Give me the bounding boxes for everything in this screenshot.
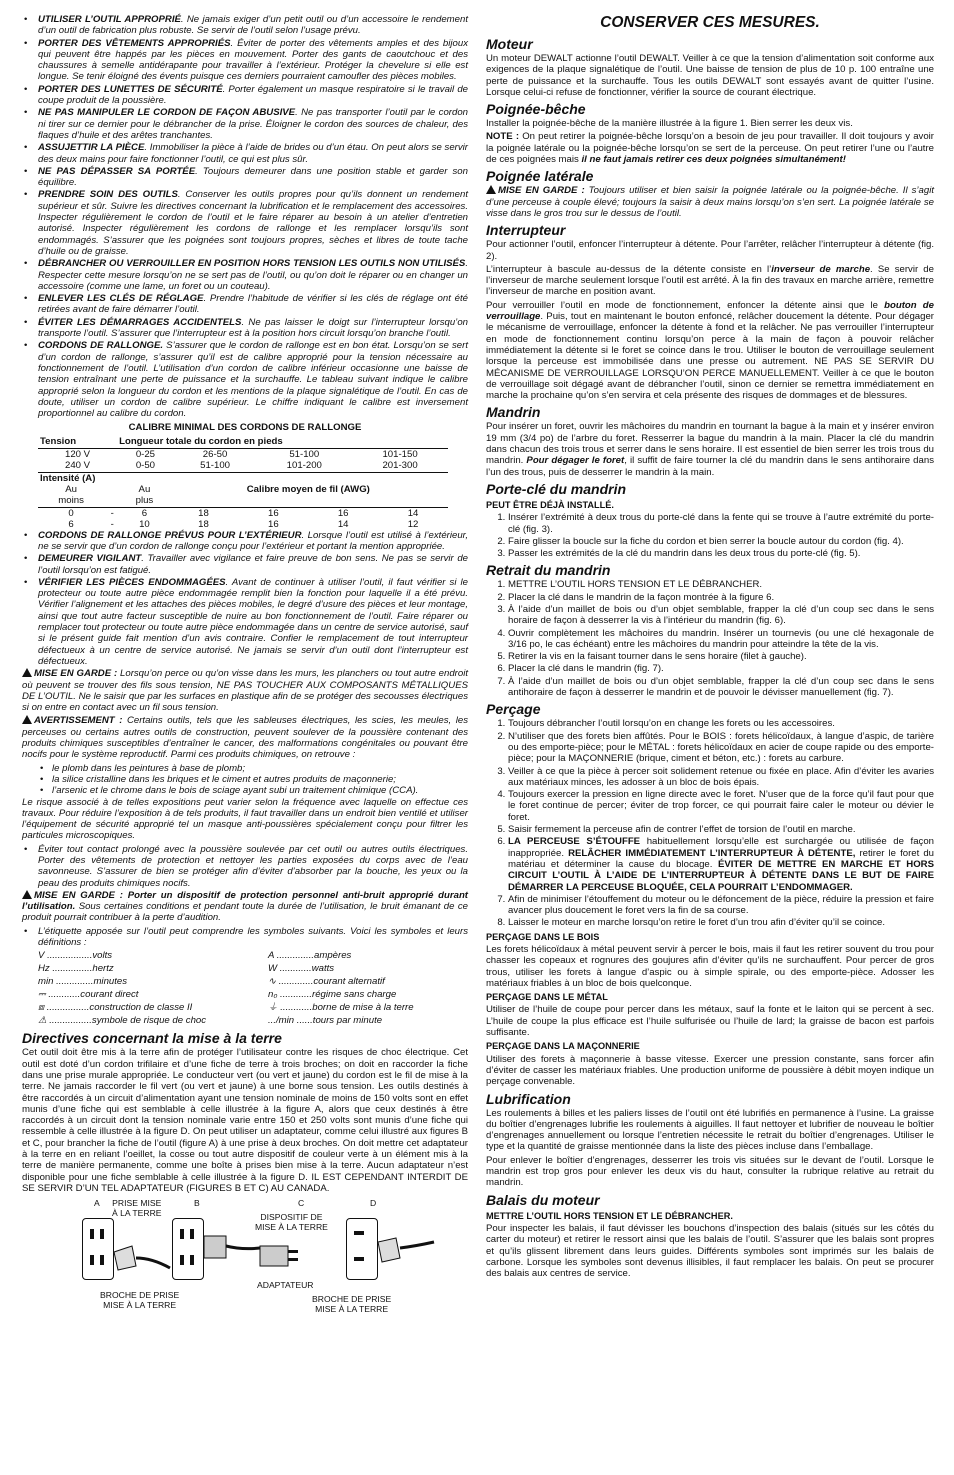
- section-title: Poignée latérale: [486, 168, 594, 185]
- safety-bullets-2: [22, 530, 468, 668]
- table-header: Intensité (A): [40, 472, 96, 484]
- list-item: 3. À l’aide d’un maillet de bois ou d’un objet semblable, frapper la clé d’un coup sec dans le sens horaire de façon à desserrer la vis à l’intérieur du mandrin (fig. 6).: [508, 604, 934, 627]
- label-bullet: [22, 926, 468, 949]
- list-item: • UTILISER L’OUTIL APPROPRIÉ. Ne jamais exiger d’un petit outil ou d’un accessoire le rendement d’un outil de fabrication plus robuste. Se servir de l’outil selon l’usage prévu.: [22, 14, 468, 37]
- list-item: • ASSUJETTIR LA PIÈCE. Immobiliser la pièce à l’aide de brides ou d’un étau. On peut alors se servir des deux mains pour faire fonctionner l’outil, ce qui est plus sûr.: [22, 142, 468, 165]
- outlet-d-icon: [346, 1218, 378, 1280]
- figure-label-b: B: [194, 1198, 200, 1209]
- right-column: CONSERVER CES MESURES. Moteur Un moteur DEWALT actionne l’outil DEWALT. Veiller à ce que la tension d’alimentation soit conforme aux exigences de la plaque signalétique de l’outil. Une baisse de tension de plus de 10 p. 100 entraîne une perte de puissance et la surchauffe. Tous les outils DEWALT sont essayés avant de quitter l’usine. Lorsque celui-ci refuse de fonctionner, vérifier la source de courant électrique. Poignée-bêche Installer la poignée-bêche de la manière illustrée à la figure 1. Bien serrer les deux vis. NOTE : On peut retirer la poignée-bêche lorsqu’on a besoin de jeu pour travailler. Il doit toujours y avoir la poignée latérale ou la poignée-bêche lorsqu’on se sert de la perceuse. On peut retirer l’une ou l’autre de ces poignées mais il ne faut jamais retirer ces deux poignées simultanément! Poignée latérale MISE EN GARDE : Toujours utiliser et bien saisir la poignée latérale ou la poignée-bêche. Il s’agit d’une perceuse à couple élevé; toujours la saisir à deux mains lorsqu’on s’en sert. La poignée latérale se visse dans le gros trou sur le dessus de l’outil. Interrupteur Pour actionner l’outil, enfoncer l’interrupteur à détente. Pour l’arrêter, relâcher l’interrupteur à détente (fig. 2). L’interrupteur à bascule au-dessus de la détente consiste en l’inverseur de marche. Se servir de l’inverseur de marche seulement lorsque l’outil est arrêté. À la fin des travaux en marche arrière, remettre l’inverseur de marche en position avant. Pour verrouiller l’outil en mode de fonctionnement, enfoncer la détente ainsi que le bouton de verrouillage. Puis, tout en maintenant le bouton enfoncé, relâcher doucement la détente. Pour dégager le mécanisme de verrouillage, enfoncer la détente à fond et la relâcher. Ne pas verrouiller l’interrupteur en mode de fonctionnement continu lorsqu’on perce à la main de façon à pouvoir relâcher immédiatement la détente si le foret se coince dans le trou. Utiliser le bouton de verrouillage seulement lorsque la perceuse est immobilisée dans une presse ou autrement. NE PAS SE SERVIR DU MÉCANISME DE VERROUILLAGE LORSQU’ON PERCE MANUELLEMENT. Veiller à ce que le bouton de verrouillage soit dégagé avant de débrancher l’outil, sinon ce dernier se remettra immédiatement en marche la prochaine qu’on s’en servira et cela présente des risques de dommages et de blessures. Mandrin Pour insérer un foret, ouvrir les mâchoires du mandrin en tournant la bague à la main et y insérer environ 19 mm (3/4 po) de l’arbre du foret. Resserrer la bague du mandrin à la main. Placer la clé du mandrin dans chacun des trois trous et serrer dans le sens horaire. Il est essentiel de bien serrer les trois trous du mandrin. Pour dégager le foret, il suffit de faire tourner la clé du mandrin dans le sens antihoraire dans l’un des trous, puis de desserrer le mandrin à la main. Porte-clé du mandrin PEUT ÊTRE DÉJÀ INSTALLÉ. 1. Insérer l’extrémité à deux trous du porte-clé dans la fente qui se trouve à l’autre extrémité du porte-clé (fig. 3). 2. Faire glisser la boucle sur la fiche du cordon et bien serrer la boucle autour du cordon (fig. 4). 3. Passer les extrémités de la clé du mandrin dans les deux trous du porte-clé (fig. 5). Retrait du mandrin 1. METTRE L’OUTIL HORS TENSION ET LE DÉBRANCHER. 2. Placer la clé dans le mandrin de la façon montrée à la figure 6. 3. À l’aide d’un maillet de bois ou d’un objet semblable, frapper la clé d’un coup sec dans le sens horaire de façon à desserrer la vis à l’intérieur du mandrin (fig. 6). 4. Ouvrir complètement les mâchoires du mandrin. Insérer un tournevis (ou une clé hexagonale de 3/16 po, le cas échéant) entre les mâchoires du mandrin pour atteindre la tête de la vis. 5. Retirer la vis en la faisant tourner dans le sens horaire (filet à gauche). 6. Placer la clé dans le mandrin (fig. 7). 7. À l’aide d’un maillet de bois ou d’un objet semblable, frapper la clé d’un coup sec dans le sens antihoraire de façon à desserrer le mandrin et de pouvoir le dévisser manuellement (fig. 7). Perçage 1. Toujours débrancher l’outil lorsqu’on en change les forets ou les accessoires. 2. N’utiliser que des forets bien affûtés. Pour le BOIS : forets hélicoïdaux, à langue d’aspic, de tarière ou des emporte-pièce; pour le MÉTAL : forets hélicoïdaux en acier de coupe rapide ou des emporte-pièce; pour la MAÇONNERIE (brique, ciment et béton, etc.) : forets au carbure. 3. Veiller à ce que la pièce à percer soit solidement retenue ou fixée en place. Afin d’éviter les avaries aux matériaux minces, les adosser à un bloc de bois épais. 4. Toujours exercer la pression en ligne directe avec le foret. N’user que de la force qu’il faut pour que le foret continue de percer; éviter de trop forcer, ce qui pourrait faire caler le moteur ou dévier le foret. 5. Saisir fermement la perceuse afin de contrer l’effet de torsion de l’outil en marche. 6. LA PERCEUSE S’ÉTOUFFE habituellement lorsqu’elle est surchargée ou utilisée de façon inappropriée. RELÂCHER IMMÉDIATEMENT L’INTERRUPTEUR À DÉTENTE, retirer le foret du matériau et déterminer la cause du blocage. ÉVITER DE METTRE EN MARCHE ET HORS CIRCUIT L’OUTIL À L’AIDE DE L’INTERRUPTEUR À DÉTENTE DANS LE BUT DE FAIRE DÉMARRER LA PERCEUSE BLOQUÉE, CELA POURRAIT L’ENDOMMAGER. 7. Afin de minimiser l’étouffement du moteur ou le défoncement de la pièce, réduire la pression et faire avancer plus doucement le foret vers la fin de sa course. 8. Laisser le moteur en marche lorsqu’on retire le foret d’un trou afin d’éviter qu’il se coince. PERÇAGE DANS LE BOIS Les forets hélicoïdaux à métal peuvent servir à percer le bois, mais il faut les retirer souvent du trou pour chasser les copeaux et rognures des goujures afin d’éviter qu’ils ne surchauffent. Pour percer de gros trous, utiliser les forets à langue d’aspic ou à simple spirale, ou des emporte-pièce. Adosser les matériaux friables à un bloc de bois quelconque. PERÇAGE DANS LE MÉTAL Utiliser de l’huile de coupe pour percer dans les métaux, sauf la fonte et le laiton qui se percent à sec. L’huile de coupe la plus efficace est l’huile sulfurisée ou l’huile de lard; la graisse de bacon est parfois suffisante. PERÇAGE DANS LA MAÇONNERIE Utiliser des forets à maçonnerie à basse vitesse. Exercer une pression constante, sans forcer afin d’éviter de casser les matériaux friables. Une production uniforme de poussière à débit moyen indique un perçage convenable. Lubrification Les roulements à billes et les paliers lisses de l’outil ont été lubrifiés en permanence à l’usine. La graisse du boîtier d’engrenages lubrifie les roulements à aiguilles. Il faut nettoyer et lubrifier de nouveau le boîtier d’engrenages annuellement ou lorsque l’entretien nécessite le retrait du boîtier d’engrenages. Utiliser le type et la quantité de graisse mentionnée dans la liste des pièces incluse dans l’emballage. Pour enlever le boîtier d’engrenages, desserrer les trois vis situées sur le devant de l’outil. Lorsque le mandrin est trop gros pour enlever les deux vis du haut, consulter la rubrique relative au retrait du mandrin. Balais du moteur METTRE L’OUTIL HORS TENSION ET LE DÉBRANCHER. Pour inspecter les balais, il faut dévisser les bouchons d’inspection des balais (situés sur les côtés du carter du moteur) et retirer le ressort ainsi que les balais de l’outil. S’assurer que les balais sont propres et qu’ils glissent librement dans leurs guides. Différents symboles sont imprimés sur les balais de carbone. Lorsque les symboles sont devenus illisibles, il faut remplacer les balais. On peut se procurer des balais aux centres de service.: [486, 14, 934, 1281]
- list-item: • ENLEVER LES CLÉS DE RÉGLAGE. Prendre l’habitude de vérifier si les clés de réglage ont été retirées avant de faire démarrer l’outil.: [22, 293, 468, 316]
- figure-label-prise: PRISE MISE À LA TERRE: [112, 1198, 162, 1219]
- plug-a-icon: [112, 1238, 172, 1278]
- outlet-a-icon: [82, 1218, 114, 1280]
- note-paragraph: NOTE : On peut retirer la poignée-bêche lorsqu’on a besoin de jeu pour travailler. Il doit toujours y avoir la poignée latérale ou la poignée-bêche lorsqu’on se sert de la perceuse. On peut retirer l’une ou l’autre de ces poignées mais il ne faut jamais retirer ces deux poignées simultanément!: [486, 131, 935, 166]
- section-title: Porte-clé du mandrin: [486, 480, 627, 497]
- left-column: [22, 14, 468, 1318]
- list-item: 3. Passer les extrémités de la clé du mandrin dans les deux trous du porte-clé (fig. 5).: [508, 548, 934, 559]
- plug-d-icon: [376, 1232, 436, 1272]
- dust-bullet: [22, 844, 468, 889]
- table-row: 240 V 0-50 51-100 101-200 201-300: [65, 459, 418, 471]
- warning-triangle-icon: [22, 715, 32, 724]
- list-item: 4. Toujours exercer la pression en ligne directe avec le foret. N’user que de la force qu’il faut pour que le foret continue de percer; éviter de trop forcer, ce qui pourrait faire caler le moteur ou dévier le foret.: [508, 789, 934, 823]
- list-item: • PORTER DES VÊTEMENTS APPROPRIÉS. Éviter de porter des vêtements amples et des bijoux qui peuvent être happés par les pièces en mouvement. Porter des gants de caoutchouc et des chaussures à semelle antidérapante pour travailler à l’extérieur. Protéger la chevelure si elle est longue. Se tenir éloigné des évents puisque ces derniers pourraient camoufler des pièces mobiles.: [22, 38, 468, 83]
- list-item: 7. Afin de minimiser l’étouffement du moteur ou le défoncement de la pièce, réduire la pression et faire avancer plus doucement le foret vers la fin de sa course.: [508, 894, 934, 917]
- list-item: • PRENDRE SOIN DES OUTILS. Conserver les outils propres pour qu’ils donnent un rendement supérieur et sûr. Suivre les directives concernant la lubrification et le remplacement des accessoires. Inspecter régulièrement le cordon de l’outil et le faire réparer au besoin à un atelier d’entretien autorisé. Inspecter régulièrement les cordons de rallonge et les remplacer lorsqu’ils sont endommagés. S’assurer que les poignées sont toujours propres, sèches et libres de toute tache d’huile ou de graisse.: [22, 189, 468, 257]
- symbols-legend: V .................volts A ..............ampères Hz ...............hertz W ............watts min ..............minutes ∿ .............courant alternatif ⎓ ............courant direct n₀ ............régime sans charge ⧈ ................construction de classe II ⏚ ............borne de mise à la terre ⚠ ................symbole de risque de choc .../min ......tours par minute: [38, 950, 414, 1027]
- table-row: 0 - 6 18 16 16 14: [68, 507, 419, 519]
- grounding-figure: [22, 1198, 468, 1318]
- figure-label-c: C: [298, 1198, 305, 1209]
- steps-list: [486, 512, 934, 559]
- warning-triangle-icon: [22, 668, 32, 677]
- table-row: 120 V 0-25 26-50 51-100 101-150: [65, 448, 418, 460]
- table-header: Tension: [40, 435, 77, 447]
- safety-bullets: [22, 14, 468, 419]
- caution-paragraph: MISE EN GARDE : Lorsqu’on perce ou qu’on visse dans les murs, les planchers ou tout autre endroit où peuvent se trouver des fils sous tension, NE PAS TOUCHER AUX COMPOSANTS MÉTALLIQUES DE L’OUTIL. Ne le saisir que par les surfaces en plastique afin de se protéger des secousses électriques si on entre en contact avec un fil sous tension.: [22, 668, 468, 714]
- list-item: 8. Laisser le moteur en marche lorsqu’on retire le foret d’un trou afin d’éviter qu’il se coince.: [508, 917, 934, 928]
- figure-label-adaptateur: ADAPTATEUR: [257, 1280, 314, 1291]
- list-item: • PORTER DES LUNETTES DE SÉCURITÉ. Porter également un masque respiratoire si le travail de coupe produit de la poussière.: [22, 84, 468, 107]
- section-title: Interrupteur: [486, 222, 566, 239]
- outlet-b-icon: [172, 1218, 204, 1280]
- list-item: 5. Retirer la vis en la faisant tourner dans le sens horaire (filet à gauche).: [508, 651, 934, 662]
- list-item: 2. Faire glisser la boucle sur la fiche du cordon et bien serrer la boucle autour du cordon (fig. 4).: [508, 536, 934, 547]
- section-title: Mandrin: [486, 404, 541, 421]
- warning-triangle-icon: [22, 890, 32, 899]
- figure-label-broche: BROCHE DE PRISE MISE À LA TERRE: [100, 1290, 180, 1311]
- list-item: • DÉBRANCHER OU VERROUILLER EN POSITION HORS TENSION LES OUTILS NON UTILISÉS. Respecter cette mesure lorsqu’on ne se sert pas de l’outil, ou qu’on doit le réparer ou en changer un accessoire (comme une lame, un foret ou un couteau).: [22, 258, 468, 292]
- table-title: CALIBRE MINIMAL DES CORDONS DE RALLONGE: [128, 422, 362, 434]
- list-item: • DEMEURER VIGILANT. Travailler avec vigilance et faire preuve de bon sens. Ne pas se servir de l’outil lorsqu’on est fatigué.: [22, 553, 468, 576]
- list-item: 2. Placer la clé dans le mandrin de la façon montrée à la figure 6.: [508, 592, 934, 603]
- list-item: 2. N’utiliser que des forets bien affûtés. Pour le BOIS : forets hélicoïdaux, à langue d’aspic, de tarière ou des emporte-pièce; pour le MÉTAL : forets hélicoïdaux en acier de coupe rapide ou des emporte-pièce; pour la MAÇONNERIE (brique, ciment et béton, etc.) : forets au carbure.: [508, 731, 934, 765]
- list-item: 1. Insérer l’extrémité à deux trous du porte-clé dans la fente qui se trouve à l’autre extrémité du porte-clé (fig. 3).: [508, 512, 934, 535]
- section-title: Lubrification: [486, 1090, 571, 1107]
- table-header: Longueur totale du cordon en pieds: [119, 435, 283, 447]
- section-title: Moteur: [486, 36, 533, 52]
- figure-label-d: D: [370, 1198, 377, 1209]
- list-item: • CORDONS DE RALLONGE. S’assurer que le cordon de rallonge est en bon état. Lorsqu’on se sert d’un cordon de rallonge, s’assurer qu’il est de calibre approprié pour la tension nécessaire au fonctionnement de l’outil. L’utilisation d’un cordon de calibre inférieur occasionne une baisse de tension entraînant une perte de puissance et la surchauffe. Le tableau suivant indique le calibre approprié selon la longueur du cordon et les mentions de la plaque signalétique de l’outil. En cas de doute, utiliser un cordon de calibre supérieur. Le chiffre indiquant le calibre est inversement proportionnel au calibre du cordon.: [22, 340, 468, 419]
- chemicals-list: [22, 763, 468, 797]
- table-row: 6 - 10 18 16 14 12: [68, 518, 419, 530]
- figure-label-dispositif: DISPOSITIF DE MISE À LA TERRE: [255, 1212, 328, 1233]
- caution-noise-paragraph: MISE EN GARDE : Porter un dispositif de protection personnel anti-bruit approprié durant l’utilisation. Sous certaines conditions et pendant toute la durée de l’utilisation, le bruit émanant de ce produit pourrait contribuer à la perte d’audition.: [22, 889, 469, 924]
- list-item: • NE PAS DÉPASSER SA PORTÉE. Toujours demeurer dans une position stable et garder son équilibre.: [22, 166, 468, 189]
- warning-paragraph: AVERTISSEMENT : Certains outils, tels que les sableuses électriques, les scies, les meules, les perceuses ou certains autres outils de construction, peuvent soulever de la poussière contenant des produits chimiques susceptibles d’entraîner le cancer, des malformations congénitales ou pouvant être nocifs pour le système reproductif. Parmi ces produits chimiques, on retrouve :: [22, 715, 469, 761]
- list-item: • VÉRIFIER LES PIÈCES ENDOMMAGÉES. Avant de continuer à utiliser l’outil, il faut vérifier si le protecteur ou toute autre pièce endommagée remplit bien la fonction pour laquelle il a été prévu. Vérifier l’alignement et les attaches des pièces mobiles, le degré d’usure des pièces et leur montage, ainsi que tout autre facteur susceptible de nuire au bon fonctionnement de l’outil. Faire réparer ou remplacer tout protecteur ou toute autre pièce endommagée dans un centre de service autorisé, sauf si le présent guide fait mention d’un avis contraire. Confier le remplacement de tout interrupteur défectueux à un centre de service autorisé. Ne jamais se servir d’un outil dont l’interrupteur est défectueux.: [22, 577, 468, 667]
- list-item: • ÉVITER LES DÉMARRAGES ACCIDENTELS. Ne pas laisser le doigt sur l’interrupteur lorsqu’on transporte l’outil. S’assurer que l’interrupteur est à la position hors circuit lorsqu’on branche l’outil.: [22, 317, 468, 340]
- adapter-c-icon: [258, 1238, 318, 1278]
- list-item: 6. Placer la clé dans le mandrin (fig. 7).: [508, 663, 934, 674]
- section-title: Directives concernant la mise à la terre: [22, 1030, 282, 1047]
- steps-list: [486, 718, 934, 928]
- extension-cord-table: [38, 436, 448, 473]
- figure-label-a: A: [94, 1198, 100, 1209]
- list-item: • NE PAS MANIPULER LE CORDON DE FAÇON ABUSIVE. Ne pas transporter l’outil par le cordon ni tirer sur ce dernier pour le débrancher de la prise. Éloigner le cordon des sources de chaleur, des flaques d’huile et des arêtes tranchantes.: [22, 107, 468, 141]
- section-title: Perçage: [486, 701, 541, 718]
- list-item: • la silice cristalline dans les briques et le ciment et autres produits de maçonnerie;: [52, 774, 468, 785]
- list-item: • le plomb dans les peintures à base de plomb;: [52, 763, 468, 774]
- page-title: CONSERVER CES MESURES.: [600, 14, 820, 31]
- list-item: • L’étiquette apposée sur l’outil peut comprendre les symboles suivants. Voici les symboles et leurs définitions :: [22, 926, 468, 949]
- list-item: 1. METTRE L’OUTIL HORS TENSION ET LE DÉBRANCHER.: [508, 579, 934, 590]
- list-item: • CORDONS DE RALLONGE PRÉVUS POUR L’EXTÉRIEUR. Lorsque l’outil est utilisé à l’extérieur, ne se servir que d’un cordon de rallonge conçu pour l’extérieur et portant la mention appropriée.: [22, 530, 468, 553]
- section-title: Balais du moteur: [486, 1191, 600, 1208]
- list-item: • Éviter tout contact prolongé avec la poussière soulevée par cet outil ou autres outils électriques. Porter des vêtements de protection et nettoyer les parties exposées du corps avec de l’eau savonneuse. S’assurer de bien se protéger afin d’éviter d’absorber par la bouche, les yeux ou la peau des produits chimiques nocifs.: [22, 844, 468, 889]
- figure-label-broche: BROCHE DE PRISE MISE À LA TERRE: [312, 1294, 392, 1315]
- amperage-table: Intensité (A) Au Au Calibre moyen de fil (AWG) moins plus 0 - 6 18 16 16 14 6 - 10 18 16 14 12: [38, 473, 448, 530]
- steps-list: [486, 579, 934, 698]
- grounding-paragraph: Cet outil doit être mis à la terre afin de protéger l’utilisateur contre les risques de choc électrique. Cet outil est doté d’un cordon trifilaire et d’une fiche de terre à trois broches; on doit en raccorder la fiche dans une prise murale appropriée. Le conducteur vert (ou vert et jaune) du cordon est le fil de mise à la terre. Ne jamais raccorder le fil vert (ou vert et jaune) à une borne sous tension. Les outils destinés à être raccordés à un circuit d’alimentation ayant une tension nominale de moins de 150 volts sont en effet munis d’une fiche qui est semblable à celle illustrée à la figure A, alors que ceux destinés à être raccordés à un circuit dont la tension nominale varie entre 150 et 250 volts sont munis d’une fiche qui ressemble à celle illustrée à la figure D. On peut utiliser un adaptateur, comme celui illustré aux figures B et C, pour brancher la fiche de l’outil (figure A) à une prise à deux broches. On doit mettre cet adaptateur à la terre en en reliant l’oeillet, la cosse ou tout autre dispositif de couleur verte à un élément mis à la terre de manière permanente, comme une boîte à prises bien mise à la terre. Aucun adaptateur n’est disponible pour une fiche semblable à celle illustrée à la figure D. IL EST CEPENDANT INTERDIT DE SE SERVIR D’UN TEL ADAPTATEUR (FIGURES B ET C) AU CANADA.: [22, 1047, 468, 1194]
- table-header: Calibre moyen de fil (AWG): [246, 483, 370, 495]
- section-title: Retrait du mandrin: [486, 562, 611, 579]
- list-item: 5. Saisir fermement la perceuse afin de contrer l’effet de torsion de l’outil en marche.: [508, 824, 934, 835]
- warning-triangle-icon: [486, 185, 496, 194]
- list-item: 6. LA PERCEUSE S’ÉTOUFFE habituellement lorsqu’elle est surchargée ou utilisée de façon inappropriée. RELÂCHER IMMÉDIATEMENT L’INTERRUPTEUR À DÉTENTE, retirer le foret du matériau et déterminer la cause du blocage. ÉVITER DE METTRE EN MARCHE ET HORS CIRCUIT L’OUTIL À L’AIDE DE L’INTERRUPTEUR À DÉTENTE DANS LE BUT DE FAIRE DÉMARRER LA PERCEUSE BLOQUÉE, CELA POURRAIT L’ENDOMMAGER.: [508, 836, 934, 892]
- list-item: 7. À l’aide d’un maillet de bois ou d’un objet semblable, frapper la clé d’un coup sec dans le sens antihoraire de façon à desserrer le mandrin et de pouvoir le dévisser manuellement (fig. 7).: [508, 676, 934, 699]
- list-item: 3. Veiller à ce que la pièce à percer soit solidement retenue ou fixée en place. Afin d’éviter les avaries aux matériaux minces, les adosser à un bloc de bois épais.: [508, 766, 934, 789]
- list-item: 1. Toujours débrancher l’outil lorsqu’on en change les forets ou les accessoires.: [508, 718, 934, 729]
- adapter-b-icon: [202, 1228, 262, 1268]
- section-title: Poignée-bêche: [486, 101, 586, 118]
- risk-paragraph: Le risque associé à de telles expositions peut varier selon la fréquence avec laquelle on effectue ces travaux. Pour réduire l’exposition à de tels produits, il faut travailler dans un endroit bien ventilé et utiliser l’équipement de sécurité approprié tel un masque anti-poussières spécialement conçu pour filtrer les particules microscopiques.: [22, 796, 468, 842]
- list-item: 4. Ouvrir complètement les mâchoires du mandrin. Insérer un tournevis (ou une clé hexagonale de 3/16 po, le cas échéant) entre les mâchoires du mandrin pour atteindre la tête de la vis.: [508, 628, 934, 651]
- list-item: • l’arsenic et le chrome dans le bois de sciage ayant subi un traitement chimique (CCA).: [52, 785, 468, 796]
